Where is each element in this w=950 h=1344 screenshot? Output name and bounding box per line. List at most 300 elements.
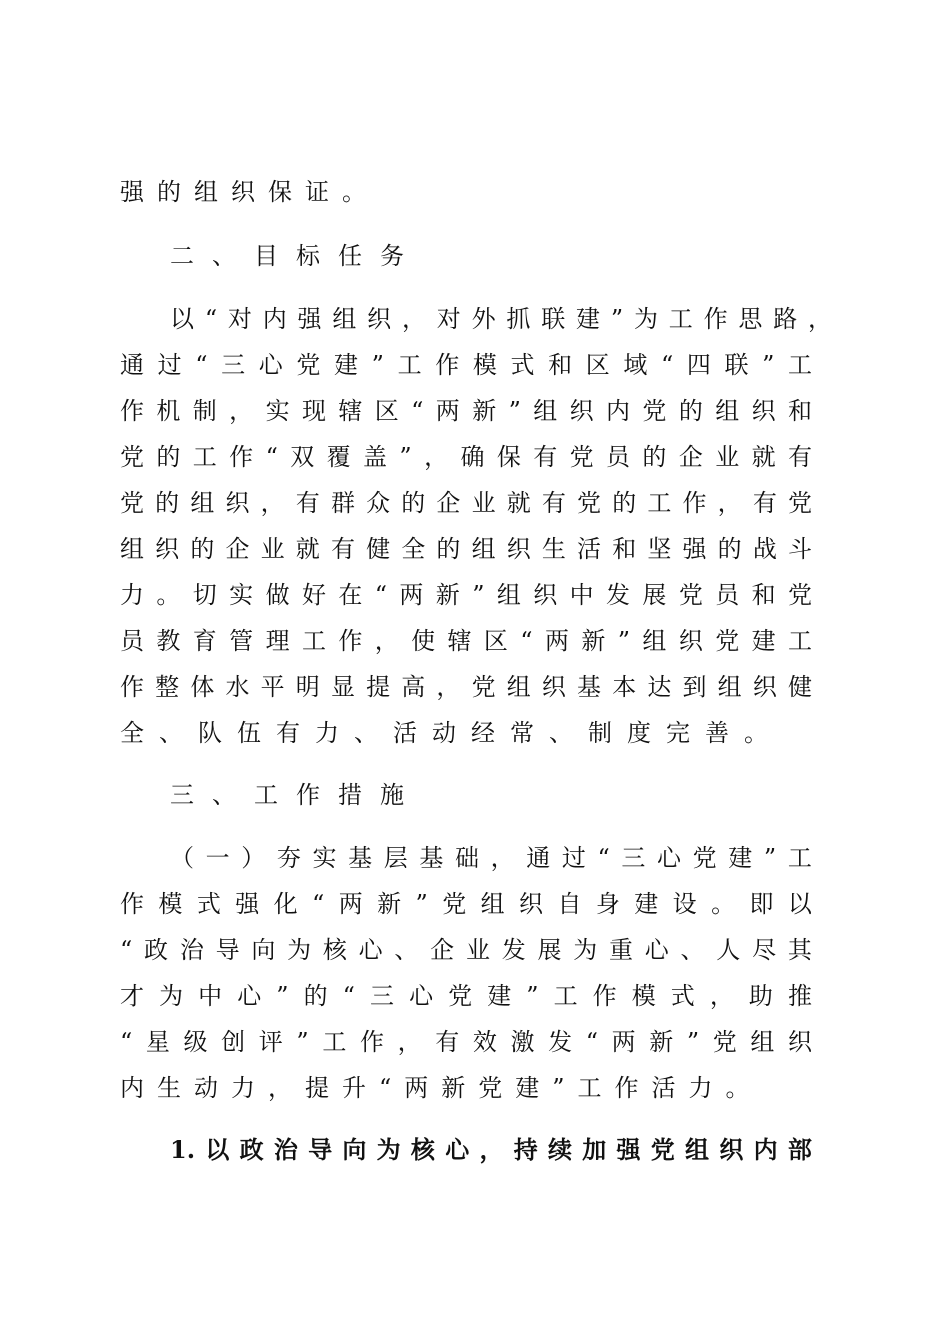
glyph: 作 bbox=[120, 890, 144, 918]
glyph: “ bbox=[342, 982, 355, 1010]
glyph: 为 bbox=[159, 982, 184, 1010]
glyph: 为 bbox=[633, 305, 658, 333]
glyph: 为 bbox=[573, 936, 598, 964]
glyph: “ bbox=[597, 844, 610, 872]
glyph: “ bbox=[265, 443, 278, 471]
glyph: 的 bbox=[612, 489, 637, 517]
glyph: 化 bbox=[273, 890, 298, 918]
glyph: 和 bbox=[787, 397, 812, 425]
glyph: 体 bbox=[190, 673, 215, 701]
text bbox=[120, 621, 812, 661]
glyph: 建 bbox=[487, 982, 512, 1010]
glyph: 生 bbox=[541, 535, 566, 563]
glyph: 党 bbox=[787, 489, 812, 517]
glyph: 组 bbox=[715, 397, 740, 425]
glyph: 强 bbox=[235, 890, 260, 918]
glyph: 的 bbox=[155, 489, 180, 517]
glyph: 抓 bbox=[506, 305, 531, 333]
glyph: 提 bbox=[366, 673, 391, 701]
glyph: 域 bbox=[623, 351, 648, 379]
text: 三、工作措施 bbox=[170, 781, 422, 809]
glyph: 两 bbox=[544, 627, 569, 655]
glyph: 建 bbox=[576, 305, 601, 333]
text bbox=[120, 345, 812, 385]
glyph: 党 bbox=[120, 489, 144, 517]
glyph: 为 bbox=[376, 1135, 401, 1164]
glyph: 党 bbox=[120, 443, 144, 471]
glyph: ” bbox=[686, 1028, 700, 1056]
glyph: 新 bbox=[649, 1028, 674, 1056]
glyph: ， bbox=[717, 489, 742, 517]
glyph: 向 bbox=[251, 936, 276, 964]
glyph: 使 bbox=[411, 627, 436, 655]
glyph: 部 bbox=[787, 1135, 812, 1164]
glyph: 就 bbox=[295, 535, 320, 563]
glyph: 有 bbox=[541, 489, 566, 517]
glyph: 联 bbox=[541, 305, 566, 333]
glyph: 工 bbox=[301, 627, 326, 655]
glyph: 保 bbox=[496, 443, 521, 471]
glyph: 、 bbox=[680, 936, 705, 964]
glyph: 创 bbox=[221, 1028, 246, 1056]
glyph: 教 bbox=[156, 627, 181, 655]
glyph: 业 bbox=[260, 535, 285, 563]
glyph: 员 bbox=[715, 581, 740, 609]
glyph: 区 bbox=[585, 351, 610, 379]
glyph: 新 bbox=[435, 581, 460, 609]
glyph: ” bbox=[508, 397, 521, 425]
glyph: 1. bbox=[170, 1135, 196, 1164]
glyph: 尽 bbox=[752, 936, 777, 964]
glyph: 作 bbox=[703, 305, 728, 333]
glyph: 心 bbox=[258, 351, 283, 379]
glyph: 以 bbox=[787, 890, 812, 918]
glyph: 作 bbox=[338, 627, 363, 655]
glyph: “ bbox=[120, 1028, 133, 1056]
glyph: 工 bbox=[192, 443, 217, 471]
glyph: 推 bbox=[787, 982, 812, 1010]
glyph: 全 bbox=[401, 535, 426, 563]
subsection-heading bbox=[170, 1130, 812, 1170]
glyph: “ bbox=[660, 351, 674, 379]
glyph: 内 bbox=[262, 305, 287, 333]
glyph: ” bbox=[276, 982, 289, 1010]
glyph: 心 bbox=[644, 936, 669, 964]
text bbox=[120, 391, 812, 431]
glyph: 到 bbox=[682, 673, 707, 701]
glyph: “ bbox=[374, 581, 388, 609]
glyph: 过 bbox=[561, 844, 586, 872]
glyph: ” bbox=[399, 443, 412, 471]
text bbox=[120, 483, 812, 523]
glyph: 和 bbox=[612, 535, 637, 563]
glyph: 覆 bbox=[326, 443, 351, 471]
glyph: 的 bbox=[303, 982, 328, 1010]
glyph: 员 bbox=[120, 627, 144, 655]
glyph: 党 bbox=[787, 581, 812, 609]
text: 内生动力，提升“两新党建”工作活力。 bbox=[120, 1074, 763, 1102]
glyph: 。 bbox=[156, 581, 181, 609]
glyph: 明 bbox=[295, 673, 320, 701]
glyph: 的 bbox=[642, 443, 667, 471]
glyph: 组 bbox=[471, 535, 496, 563]
glyph: 联 bbox=[724, 351, 749, 379]
glyph: 盖 bbox=[363, 443, 388, 471]
glyph: 组 bbox=[642, 627, 667, 655]
glyph: 导 bbox=[308, 1135, 333, 1164]
glyph: 强 bbox=[616, 1135, 641, 1164]
glyph: 实 bbox=[312, 844, 337, 872]
glyph: 新 bbox=[377, 890, 402, 918]
glyph: 设 bbox=[672, 890, 697, 918]
glyph: ） bbox=[241, 844, 266, 872]
glyph: 平 bbox=[260, 673, 285, 701]
glyph: 身 bbox=[595, 890, 620, 918]
glyph: 工 bbox=[553, 982, 578, 1010]
text: 全、队伍有力、活动经常、制度完善。 bbox=[120, 719, 783, 747]
glyph: 工 bbox=[397, 351, 422, 379]
glyph: 的 bbox=[717, 535, 742, 563]
glyph: 和 bbox=[548, 351, 573, 379]
glyph: 为 bbox=[287, 936, 312, 964]
section-heading-objectives bbox=[170, 236, 430, 276]
glyph: 整 bbox=[155, 673, 180, 701]
glyph: 织 bbox=[541, 673, 566, 701]
text bbox=[170, 838, 812, 878]
glyph: 两 bbox=[435, 397, 460, 425]
glyph: 双 bbox=[290, 443, 315, 471]
glyph: 业 bbox=[715, 443, 740, 471]
glyph: 员 bbox=[606, 443, 631, 471]
glyph: 党 bbox=[678, 581, 703, 609]
glyph: ” bbox=[763, 844, 777, 872]
text bbox=[170, 1130, 812, 1170]
text bbox=[170, 299, 832, 339]
glyph: 区 bbox=[374, 397, 399, 425]
glyph: 作 bbox=[229, 443, 254, 471]
glyph: 发 bbox=[548, 1028, 573, 1056]
glyph: ， bbox=[436, 673, 461, 701]
glyph: ” bbox=[415, 890, 428, 918]
glyph: 的 bbox=[678, 397, 703, 425]
glyph: 强 bbox=[682, 535, 707, 563]
glyph: 加 bbox=[582, 1135, 607, 1164]
glyph: 。 bbox=[711, 890, 736, 918]
glyph: “ bbox=[585, 1028, 598, 1056]
glyph: 展 bbox=[642, 581, 667, 609]
glyph: 对 bbox=[436, 305, 461, 333]
glyph: （ bbox=[170, 844, 194, 872]
glyph: 组 bbox=[190, 489, 215, 517]
glyph: “ bbox=[411, 397, 424, 425]
glyph: 三 bbox=[221, 351, 246, 379]
glyph: 群 bbox=[330, 489, 355, 517]
glyph: 织 bbox=[533, 581, 558, 609]
glyph: ” bbox=[526, 982, 539, 1010]
body-line bbox=[120, 172, 820, 212]
glyph: 一 bbox=[205, 844, 230, 872]
glyph: 党 bbox=[448, 982, 473, 1010]
glyph: 就 bbox=[506, 489, 531, 517]
glyph: 础 bbox=[455, 844, 479, 872]
glyph: 切 bbox=[192, 581, 217, 609]
glyph: ， bbox=[401, 305, 426, 333]
glyph: 作 bbox=[682, 489, 707, 517]
glyph: 自 bbox=[557, 890, 582, 918]
glyph: 模 bbox=[472, 351, 497, 379]
glyph: 组 bbox=[480, 890, 505, 918]
glyph: ， bbox=[424, 443, 449, 471]
glyph: 发 bbox=[606, 581, 631, 609]
glyph: 党 bbox=[715, 627, 740, 655]
body-line bbox=[120, 976, 812, 1016]
glyph: 发 bbox=[501, 936, 526, 964]
glyph: “ bbox=[204, 305, 218, 333]
glyph: 强 bbox=[297, 305, 322, 333]
text bbox=[120, 884, 812, 924]
glyph: 达 bbox=[647, 673, 672, 701]
body-line bbox=[170, 299, 832, 339]
glyph: 思 bbox=[738, 305, 763, 333]
glyph: 通 bbox=[526, 844, 551, 872]
glyph: 核 bbox=[410, 1135, 435, 1164]
glyph: 式 bbox=[670, 982, 695, 1010]
body-line bbox=[120, 1022, 812, 1062]
glyph: 机 bbox=[156, 397, 181, 425]
glyph: 育 bbox=[192, 627, 217, 655]
glyph: 续 bbox=[547, 1135, 572, 1164]
glyph: 路 bbox=[773, 305, 798, 333]
glyph: 辖 bbox=[447, 627, 472, 655]
glyph: 业 bbox=[471, 489, 496, 517]
glyph: 实 bbox=[229, 581, 254, 609]
glyph: 战 bbox=[752, 535, 777, 563]
glyph: 党 bbox=[712, 1028, 737, 1056]
glyph: 四 bbox=[686, 351, 711, 379]
glyph: 级 bbox=[183, 1028, 208, 1056]
glyph: ” bbox=[762, 351, 775, 379]
glyph: 星 bbox=[145, 1028, 170, 1056]
glyph: 好 bbox=[301, 581, 326, 609]
text bbox=[120, 437, 812, 477]
glyph: 基 bbox=[348, 844, 373, 872]
glyph: 有 bbox=[435, 1028, 460, 1056]
glyph: 导 bbox=[215, 936, 240, 964]
glyph: 织 bbox=[506, 535, 531, 563]
glyph: “ bbox=[120, 936, 133, 964]
glyph: 企 bbox=[430, 936, 455, 964]
body-line bbox=[120, 483, 812, 523]
glyph: 建 bbox=[334, 351, 359, 379]
glyph: 通 bbox=[120, 351, 144, 379]
text: 强的组织保证。 bbox=[120, 178, 379, 206]
glyph: 才 bbox=[120, 982, 144, 1010]
glyph: 持 bbox=[513, 1135, 538, 1164]
glyph: 政 bbox=[144, 936, 169, 964]
body-line bbox=[120, 930, 812, 970]
glyph: 高 bbox=[401, 673, 426, 701]
body-line bbox=[120, 575, 812, 615]
glyph: 新 bbox=[472, 397, 497, 425]
glyph: 内 bbox=[606, 397, 631, 425]
glyph: 治 bbox=[273, 1135, 298, 1164]
glyph: 心 bbox=[358, 936, 383, 964]
glyph: 效 bbox=[472, 1028, 497, 1056]
glyph: 工 bbox=[668, 305, 693, 333]
glyph: 党 bbox=[577, 489, 602, 517]
glyph: 激 bbox=[510, 1028, 535, 1056]
glyph: 组 bbox=[506, 673, 531, 701]
glyph: 中 bbox=[198, 982, 223, 1010]
glyph: 两 bbox=[611, 1028, 636, 1056]
glyph: 企 bbox=[678, 443, 703, 471]
glyph: 有 bbox=[787, 443, 812, 471]
glyph: ” bbox=[610, 305, 624, 333]
glyph: 外 bbox=[471, 305, 496, 333]
glyph: 作 bbox=[120, 397, 144, 425]
glyph: 业 bbox=[465, 936, 490, 964]
glyph: 作 bbox=[120, 673, 144, 701]
glyph: 有 bbox=[533, 443, 558, 471]
glyph: 现 bbox=[301, 397, 326, 425]
glyph: 党 bbox=[296, 351, 321, 379]
glyph: 组 bbox=[717, 673, 742, 701]
glyph: 对 bbox=[227, 305, 252, 333]
glyph: 确 bbox=[460, 443, 485, 471]
glyph: 和 bbox=[751, 581, 776, 609]
glyph: 三 bbox=[370, 982, 394, 1010]
glyph: 组 bbox=[533, 397, 558, 425]
glyph: “ bbox=[312, 890, 325, 918]
glyph: 织 bbox=[569, 397, 594, 425]
glyph: 水 bbox=[225, 673, 250, 701]
glyph: ， bbox=[397, 1028, 422, 1056]
glyph: 层 bbox=[383, 844, 408, 872]
body-line bbox=[120, 884, 812, 924]
glyph: ， bbox=[479, 1135, 504, 1164]
glyph: 的 bbox=[190, 535, 215, 563]
glyph: 三 bbox=[621, 844, 646, 872]
glyph: ， bbox=[490, 844, 515, 872]
glyph: ” bbox=[371, 351, 384, 379]
glyph: 即 bbox=[749, 890, 774, 918]
glyph: 、 bbox=[394, 936, 419, 964]
glyph: 建 bbox=[728, 844, 753, 872]
glyph: 企 bbox=[225, 535, 250, 563]
glyph: 工 bbox=[647, 489, 672, 517]
glyph: ， bbox=[229, 397, 254, 425]
glyph: 工 bbox=[322, 1028, 347, 1056]
glyph: 组 bbox=[496, 581, 521, 609]
body-line bbox=[120, 345, 812, 385]
glyph: 两 bbox=[338, 890, 363, 918]
glyph: 的 bbox=[436, 535, 461, 563]
glyph: 中 bbox=[569, 581, 594, 609]
glyph: 斗 bbox=[787, 535, 812, 563]
glyph: 的 bbox=[401, 489, 426, 517]
glyph: 织 bbox=[678, 627, 703, 655]
glyph: 组 bbox=[120, 535, 144, 563]
glyph: 有 bbox=[752, 489, 777, 517]
glyph: 心 bbox=[445, 1135, 470, 1164]
glyph: 模 bbox=[158, 890, 183, 918]
glyph: 实 bbox=[265, 397, 290, 425]
glyph: ， bbox=[709, 982, 734, 1010]
glyph: 企 bbox=[436, 489, 461, 517]
body-line bbox=[120, 391, 812, 431]
glyph: 织 bbox=[225, 489, 250, 517]
text bbox=[120, 667, 812, 707]
glyph: 新 bbox=[581, 627, 606, 655]
text bbox=[120, 930, 812, 970]
body-line bbox=[120, 621, 812, 661]
glyph: 织 bbox=[752, 673, 777, 701]
glyph: 作 bbox=[592, 982, 617, 1010]
glyph: 有 bbox=[330, 535, 355, 563]
glyph: 织 bbox=[788, 1028, 812, 1056]
glyph: 人 bbox=[716, 936, 741, 964]
glyph: “ bbox=[520, 627, 533, 655]
glyph: 两 bbox=[399, 581, 424, 609]
text bbox=[120, 1022, 812, 1062]
glyph: 管 bbox=[229, 627, 254, 655]
glyph: 党 bbox=[442, 890, 467, 918]
glyph: 过 bbox=[157, 351, 182, 379]
glyph: 织 bbox=[367, 305, 392, 333]
section-heading-measures bbox=[170, 775, 430, 815]
glyph: 向 bbox=[342, 1135, 367, 1164]
glyph: 评 bbox=[258, 1028, 283, 1056]
glyph: 工 bbox=[788, 351, 812, 379]
body-line bbox=[120, 529, 812, 569]
body-line bbox=[120, 713, 812, 753]
glyph: ， bbox=[808, 305, 832, 333]
glyph: 建 bbox=[634, 890, 659, 918]
glyph: 组 bbox=[332, 305, 357, 333]
text: 二、目标任务 bbox=[170, 242, 422, 270]
glyph: 式 bbox=[510, 351, 535, 379]
glyph: 其 bbox=[787, 936, 812, 964]
glyph: ” bbox=[617, 627, 631, 655]
glyph: 基 bbox=[577, 673, 602, 701]
glyph: 做 bbox=[265, 581, 290, 609]
glyph: 心 bbox=[237, 982, 262, 1010]
glyph: 健 bbox=[787, 673, 812, 701]
glyph: 作 bbox=[435, 351, 460, 379]
glyph: 就 bbox=[751, 443, 776, 471]
glyph: 工 bbox=[787, 627, 812, 655]
glyph: 党 bbox=[569, 443, 594, 471]
glyph: 织 bbox=[751, 397, 776, 425]
glyph: ” bbox=[296, 1028, 309, 1056]
glyph: 作 bbox=[359, 1028, 384, 1056]
glyph: 织 bbox=[719, 1135, 744, 1164]
glyph: 治 bbox=[179, 936, 204, 964]
glyph: 党 bbox=[471, 673, 496, 701]
glyph: 组 bbox=[750, 1028, 775, 1056]
glyph: 式 bbox=[196, 890, 221, 918]
body-line bbox=[120, 437, 812, 477]
glyph: 健 bbox=[366, 535, 391, 563]
body-line bbox=[120, 1068, 812, 1108]
body-line bbox=[170, 838, 812, 878]
glyph: ， bbox=[260, 489, 285, 517]
glyph: 织 bbox=[155, 535, 180, 563]
body-line bbox=[120, 667, 812, 707]
glyph: 夯 bbox=[276, 844, 301, 872]
glyph: 内 bbox=[753, 1135, 778, 1164]
glyph: 以 bbox=[205, 1135, 230, 1164]
